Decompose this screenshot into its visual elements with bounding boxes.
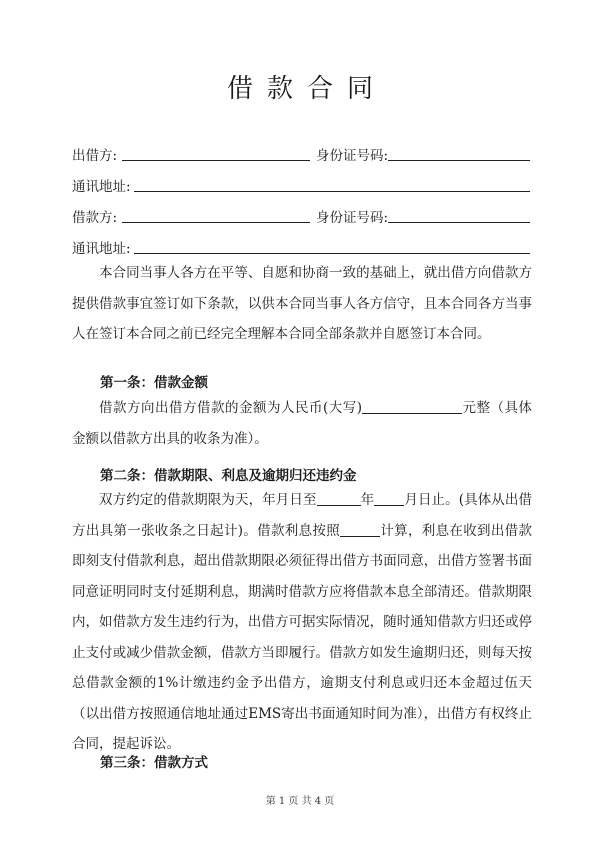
borrower-row: [72, 206, 532, 228]
interest-rate-blank[interactable]: [340, 522, 380, 537]
article-2-text-1: 双方约定的借款期限为天，年月日至: [99, 492, 317, 508]
article-1-heading: 第一条：借款金额: [100, 375, 208, 391]
article-1-text-before: 借款方向出借方借款的金额为人民币(大写): [99, 400, 362, 416]
borrower-name-field[interactable]: [122, 206, 310, 223]
document-title: 借款合同: [226, 74, 387, 104]
lender-name-field[interactable]: [122, 144, 310, 161]
lender-address-row: [72, 175, 532, 197]
end-month-blank[interactable]: [374, 491, 404, 506]
borrower-address-label: 通讯地址:: [72, 241, 131, 257]
borrower-address-field[interactable]: [134, 237, 530, 254]
borrower-id-field[interactable]: [388, 206, 530, 223]
lender-address-label: 通讯地址:: [72, 179, 131, 195]
intro-paragraph: 本合同当事人各方在平等、自愿和协商一致的基础上，就出借方向借款方提供借款事宜签订如下条款，以供本合同当事人各方信守，且本合同各方当事人在签订本合同之前已经完全理解本合同全部条款并自愿签订本合同。: [72, 265, 532, 342]
borrower-id-label: 身份证号码:: [316, 210, 389, 226]
article-2-text-2: 年: [360, 492, 375, 508]
lender-id-label: 身份证号码:: [316, 148, 389, 164]
lender-row: [72, 144, 532, 166]
article-1-paragraph: [72, 393, 532, 454]
article-1-text-after: 元整（具体金额以借款方出具的收条为准）。: [72, 400, 532, 447]
lender-label: 出借方:: [72, 148, 118, 164]
lender-id-field[interactable]: [388, 144, 530, 161]
page-footer: 第 1 页 共 4 页: [265, 796, 335, 807]
article-2-paragraph: [72, 485, 532, 760]
borrower-label: 借款方:: [72, 210, 118, 226]
lender-address-field[interactable]: [134, 175, 530, 192]
loan-amount-blank[interactable]: [362, 399, 462, 414]
article-2-heading: 第二条：借款期限、利息及逾期归还违约金: [100, 468, 357, 484]
article-2-text-3: 月日止。(具体从出借方出具第一张收条之日起计)。借款利息按照: [72, 492, 533, 539]
article-2-text-4: 计算，利息在收到出借款即刻支付借款利息，超出借款期限必须征得出借方书面同意，出借方签署书面同意证明同时支付延期利息，期满时借款方应将借款本息全部清还。借款期限内，如借款方发生违约行为，出借方可据实际情况，随时通知借款方归还或停止支付或减少借款金额，借款方当即履行。借款方如发生逾期归还，则每天按总借款金额的1%计缴违约金予出借方，逾期支付利息或归还本金超过伍天（以出借方按照通信地址通过EMS寄出书面通知时间为准），出借方有权终止合同，提起诉讼。: [72, 522, 532, 752]
end-year-blank[interactable]: [317, 491, 361, 506]
borrower-address-row: [72, 237, 532, 259]
article-3-heading: 第三条：借款方式: [100, 755, 208, 771]
